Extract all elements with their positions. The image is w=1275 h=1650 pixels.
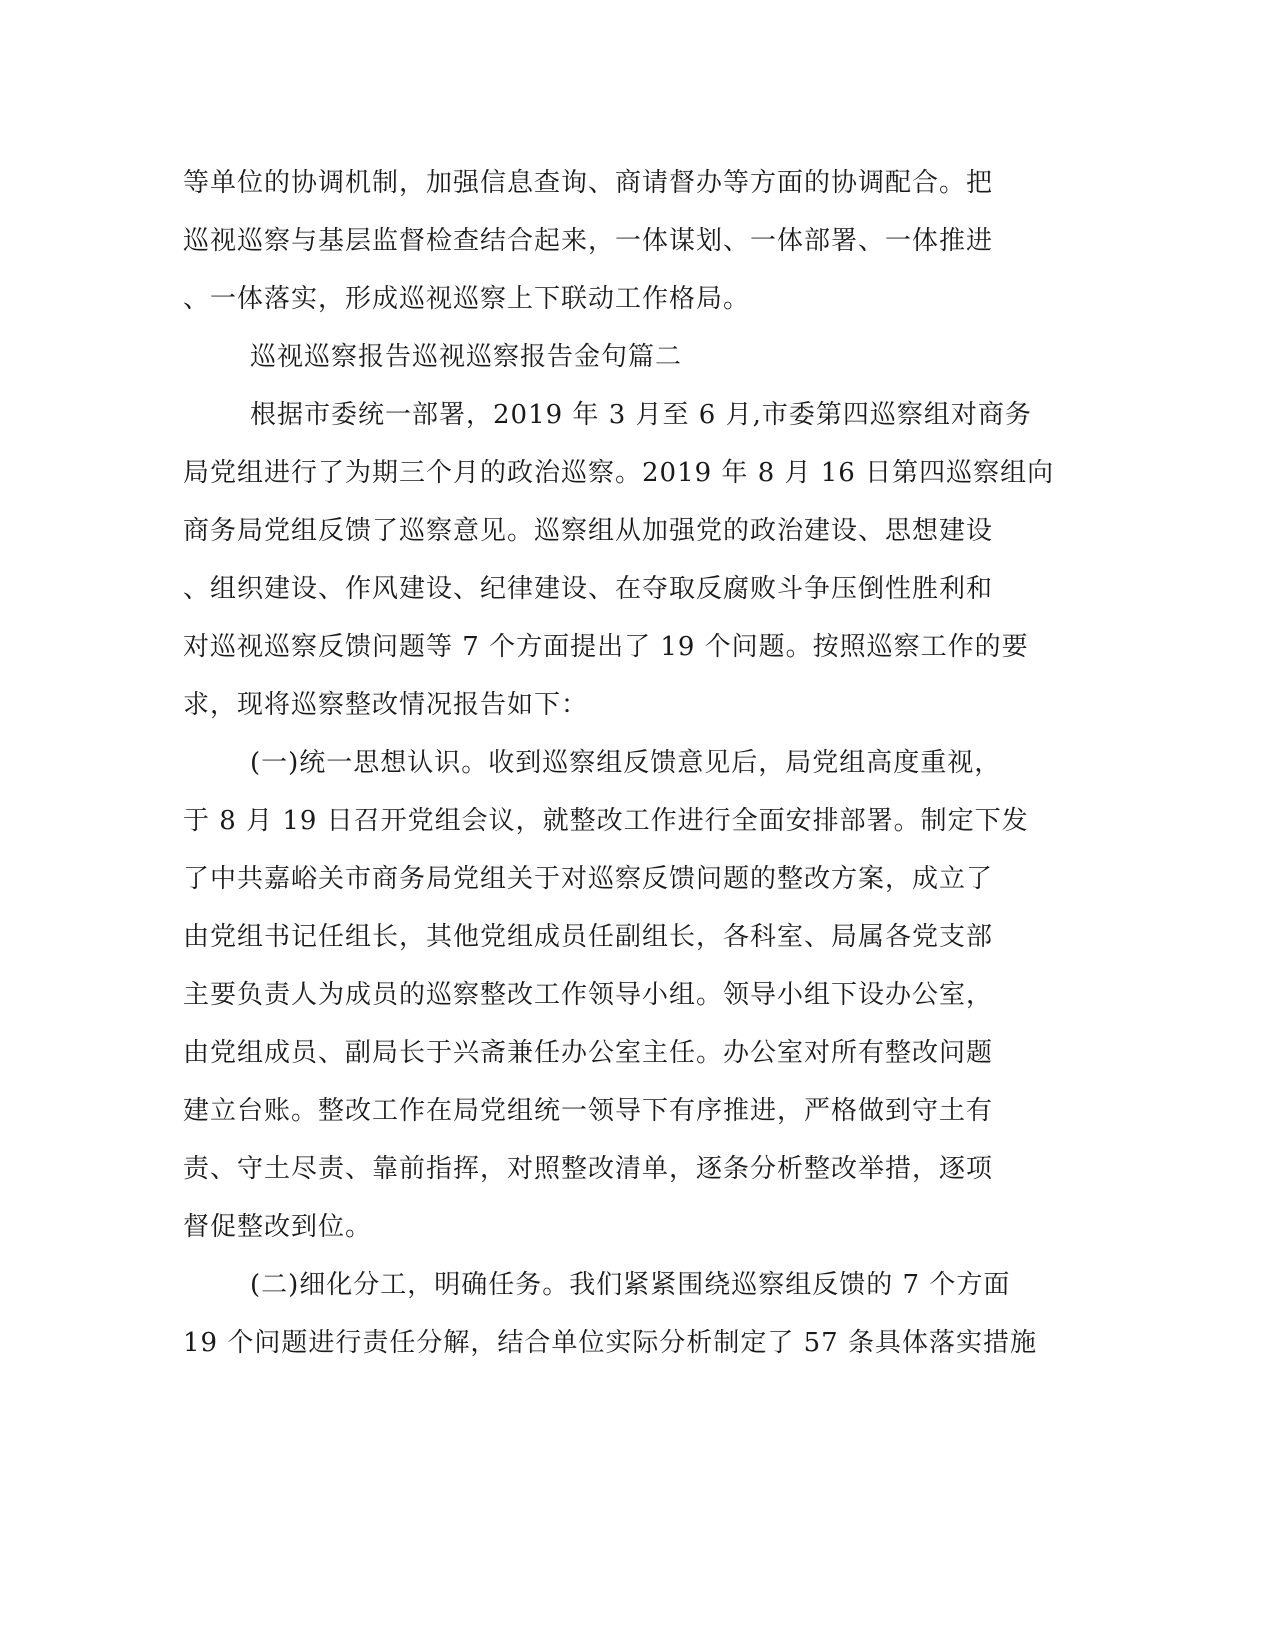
- text-line: 督促整改到位。: [183, 1212, 373, 1242]
- text-line: 巡视巡察与基层监督检查结合起来，一体谋划、一体部署、一体推进: [183, 226, 994, 256]
- text-line: 等单位的协调机制，加强信息查询、商请督办等方面的协调配合。把: [183, 168, 994, 198]
- text-line: 、组织建设、作风建设、纪律建设、在夺取反腐败斗争压倒性胜利和: [183, 574, 994, 604]
- text-line: 责、守土尽责、靠前指挥，对照整改清单，逐条分析整改举措，逐项: [183, 1154, 994, 1184]
- text-line: 局党组进行了为期三个月的政治巡察。2019 年 8 月 16 日第四巡察组向: [183, 458, 1055, 488]
- text-line: (二)细化分工，明确任务。我们紧紧围绕巡察组反馈的 7 个方面: [250, 1270, 1011, 1300]
- text-line: 对巡视巡察反馈问题等 7 个方面提出了 19 个问题。按照巡察工作的要: [183, 632, 1029, 662]
- text-line: 主要负责人为成员的巡察整改工作领导小组。领导小组下设办公室，: [183, 980, 994, 1010]
- text-line: 、一体落实，形成巡视巡察上下联动工作格局。: [183, 284, 751, 314]
- text-line: 根据市委统一部署，2019 年 3 月至 6 月,市委第四巡察组对商务: [250, 400, 1032, 430]
- text-line: 求，现将巡察整改情况报告如下：: [183, 690, 589, 720]
- text-line: 于 8 月 19 日召开党组会议，就整改工作进行全面安排部署。制定下发: [183, 806, 1029, 836]
- text-line: 由党组书记任组长，其他党组成员任副组长，各科室、局属各党支部: [183, 922, 994, 952]
- text-line: 了中共嘉峪关市商务局党组关于对巡察反馈问题的整改方案，成立了: [183, 864, 994, 894]
- text-line: 由党组成员、副局长于兴斋兼任办公室主任。办公室对所有整改问题: [183, 1038, 994, 1068]
- text-line: (一)统一思想认识。收到巡察组反馈意见后，局党组高度重视，: [250, 748, 1002, 778]
- text-line: 建立台账。整改工作在局党组统一领导下有序推进，严格做到守土有: [183, 1096, 994, 1126]
- text-line: 19 个问题进行责任分解，结合单位实际分析制定了 57 条具体落实措施: [183, 1328, 1037, 1358]
- section-heading: 巡视巡察报告巡视巡察报告金句篇二: [250, 342, 683, 372]
- text-line: 商务局党组反馈了巡察意见。巡察组从加强党的政治建设、思想建设: [183, 516, 994, 546]
